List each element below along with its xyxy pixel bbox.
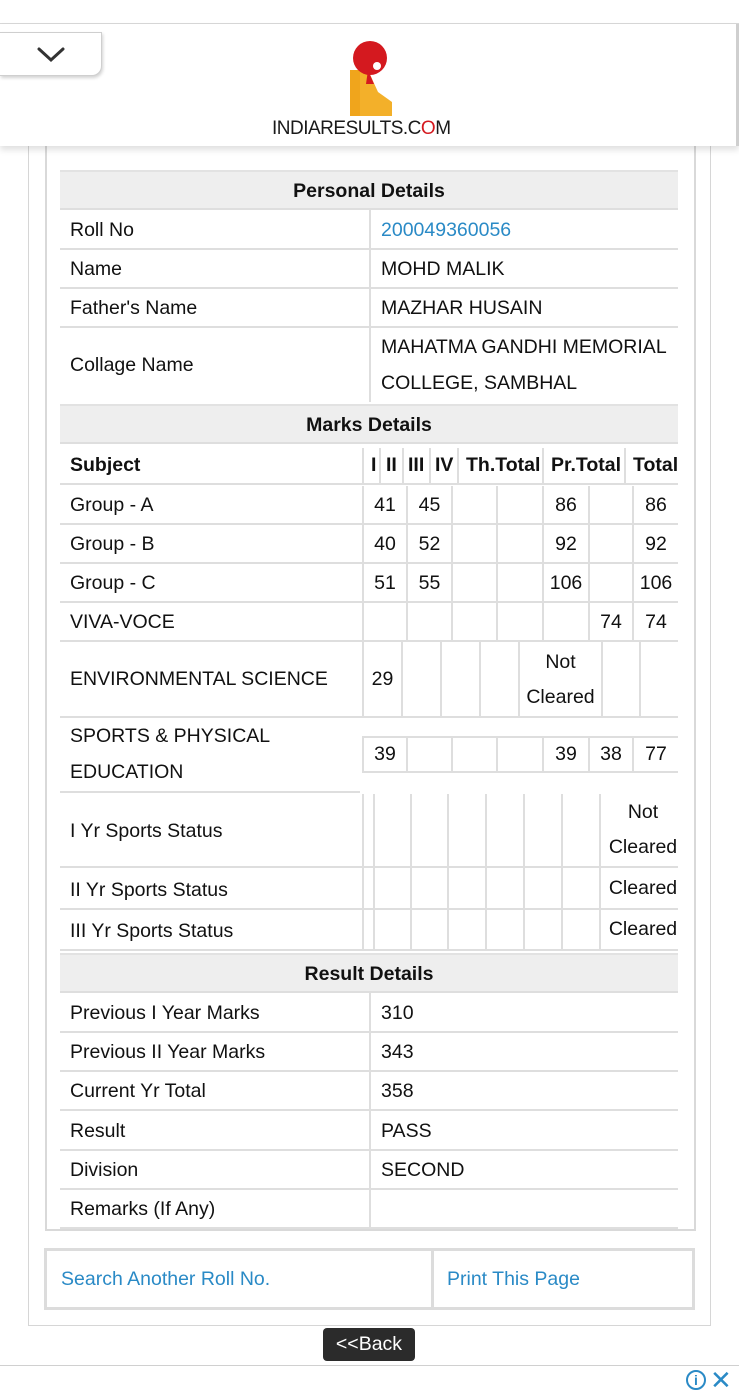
divider <box>60 1070 678 1072</box>
mark-cell: 39 <box>374 743 396 765</box>
mark-cell: 38 <box>600 743 622 765</box>
prev-1-year-label: Previous I Year Marks <box>70 1002 260 1024</box>
indiaresults-logo[interactable] <box>272 40 472 140</box>
col-I: I <box>371 454 377 476</box>
action-separator <box>431 1251 434 1307</box>
column-divider <box>447 794 449 949</box>
col-II: II <box>386 454 397 476</box>
env-status-line1: Not <box>545 651 576 673</box>
divider <box>60 1188 678 1190</box>
chevron-down-icon <box>36 45 66 65</box>
column-divider <box>624 448 626 484</box>
mark-cell: 74 <box>600 611 622 633</box>
sports-status-1-line2: Cleared <box>608 836 678 858</box>
remarks-label: Remarks (If Any) <box>70 1198 216 1220</box>
mark-cell: 52 <box>418 533 441 555</box>
column-divider <box>429 448 431 484</box>
divider <box>60 523 678 525</box>
env-status-line2: Cleared <box>526 686 595 708</box>
column-divider <box>402 448 404 484</box>
column-divider <box>451 738 453 772</box>
prev-2-year-value: 343 <box>381 1041 414 1063</box>
father-name-value: MAZHAR HUSAIN <box>381 297 543 319</box>
column-divider <box>410 794 412 949</box>
subject-environmental-science: ENVIRONMENTAL SCIENCE <box>70 668 328 690</box>
column-divider <box>369 210 371 402</box>
sports-status-3-value: Cleared <box>608 918 678 940</box>
result-details-header: Result Details <box>60 953 678 991</box>
divider <box>60 640 678 642</box>
current-total-value: 358 <box>381 1080 414 1102</box>
sports-status-1-label: I Yr Sports Status <box>70 820 223 842</box>
column-divider <box>561 794 563 949</box>
college-name-value-line2: COLLEGE, SAMBHAL <box>381 372 578 394</box>
mark-cell: 41 <box>374 494 396 516</box>
col-th-total: Th.Total <box>466 454 541 476</box>
subject-group-b: Group - B <box>70 533 155 555</box>
column-divider <box>496 738 498 772</box>
subject-group-a: Group - A <box>70 494 154 516</box>
prev-2-year-label: Previous II Year Marks <box>70 1041 266 1063</box>
divider <box>60 1227 678 1229</box>
roll-no-value[interactable]: 200049360056 <box>381 219 512 241</box>
sports-status-1-line1: Not <box>627 801 659 823</box>
column-divider <box>373 794 375 949</box>
mark-cell: 106 <box>639 572 673 594</box>
divider <box>60 601 678 603</box>
marks-details-header: Marks Details <box>60 404 678 442</box>
column-divider <box>457 448 459 484</box>
column-divider <box>479 642 481 716</box>
division-value: SECOND <box>381 1159 465 1181</box>
column-divider <box>369 993 371 1229</box>
column-divider <box>639 642 641 716</box>
sports-status-2-value: Cleared <box>608 877 678 899</box>
divider <box>60 1109 678 1111</box>
col-subject: Subject <box>70 454 141 476</box>
roll-no-label: Roll No <box>70 219 134 241</box>
column-divider <box>542 448 544 484</box>
mark-cell: 55 <box>418 572 441 594</box>
col-pr-total: Pr.Total <box>551 454 622 476</box>
logo-wordmark: INDIARESULTS.COM <box>272 118 451 139</box>
personal-details-header: Personal Details <box>60 170 678 208</box>
mark-cell: 39 <box>555 743 577 765</box>
divider <box>60 248 678 250</box>
divider <box>60 1149 678 1151</box>
divider <box>60 562 678 564</box>
col-total: Total <box>633 454 679 476</box>
ad-close-icon[interactable]: ✕ <box>710 1365 732 1395</box>
mark-cell: 40 <box>374 533 396 555</box>
subject-sports-line2: EDUCATION <box>70 761 184 783</box>
name-label: Name <box>70 258 123 280</box>
mark-cell: 51 <box>374 572 396 594</box>
college-name-label: Collage Name <box>70 354 194 376</box>
result-value: PASS <box>381 1120 432 1142</box>
ad-bar <box>0 1365 739 1395</box>
column-divider <box>406 738 408 772</box>
mark-cell: 92 <box>555 533 577 555</box>
col-IV: IV <box>435 454 454 476</box>
column-divider <box>401 642 403 716</box>
col-III: III <box>408 454 425 476</box>
current-total-label: Current Yr Total <box>70 1080 206 1102</box>
mark-cell: 74 <box>645 611 667 633</box>
divider <box>60 716 678 718</box>
column-divider <box>362 794 364 949</box>
name-value: MOHD MALIK <box>381 258 505 280</box>
subject-sports-line1: SPORTS & PHYSICAL <box>70 725 271 747</box>
divider <box>60 908 678 910</box>
college-name-value-line1: MAHATMA GANDHI MEMORIAL <box>381 336 667 358</box>
subject-viva-voce: VIVA-VOCE <box>70 611 175 633</box>
back-button[interactable]: <<Back <box>323 1328 415 1361</box>
divider <box>60 1031 678 1033</box>
column-divider <box>601 642 603 716</box>
action-bar <box>44 1248 695 1310</box>
result-label: Result <box>70 1120 126 1142</box>
mark-cell: 92 <box>645 533 667 555</box>
subject-group-c: Group - C <box>70 572 156 594</box>
divider <box>60 326 678 328</box>
mark-cell: 77 <box>645 743 667 765</box>
search-another-roll-link[interactable]: Search Another Roll No. <box>61 1268 271 1290</box>
divider <box>60 949 678 951</box>
mark-cell: 86 <box>555 494 577 516</box>
logo-mark-icon <box>348 40 394 116</box>
ad-info-icon[interactable]: i <box>686 1370 706 1390</box>
divider <box>60 791 360 793</box>
mark-cell: 29 <box>371 668 394 690</box>
mark-cell: 86 <box>645 494 667 516</box>
column-divider <box>379 448 381 484</box>
sports-status-3-label: III Yr Sports Status <box>70 920 234 942</box>
column-divider <box>362 448 364 484</box>
divider <box>60 866 678 868</box>
mark-cell: 45 <box>418 494 441 516</box>
father-name-label: Father's Name <box>70 297 198 319</box>
print-page-link[interactable]: Print This Page <box>447 1268 580 1290</box>
collapse-button[interactable] <box>0 32 102 76</box>
prev-1-year-value: 310 <box>381 1002 414 1024</box>
column-divider <box>485 794 487 949</box>
site-header <box>0 24 739 146</box>
mark-cell: 106 <box>549 572 583 594</box>
sports-status-2-label: II Yr Sports Status <box>70 879 228 901</box>
column-divider <box>523 794 525 949</box>
column-divider <box>440 642 442 716</box>
divider <box>60 287 678 289</box>
divider <box>60 442 678 444</box>
divider <box>60 483 678 485</box>
browser-top-bar <box>0 0 739 24</box>
division-label: Division <box>70 1159 139 1181</box>
